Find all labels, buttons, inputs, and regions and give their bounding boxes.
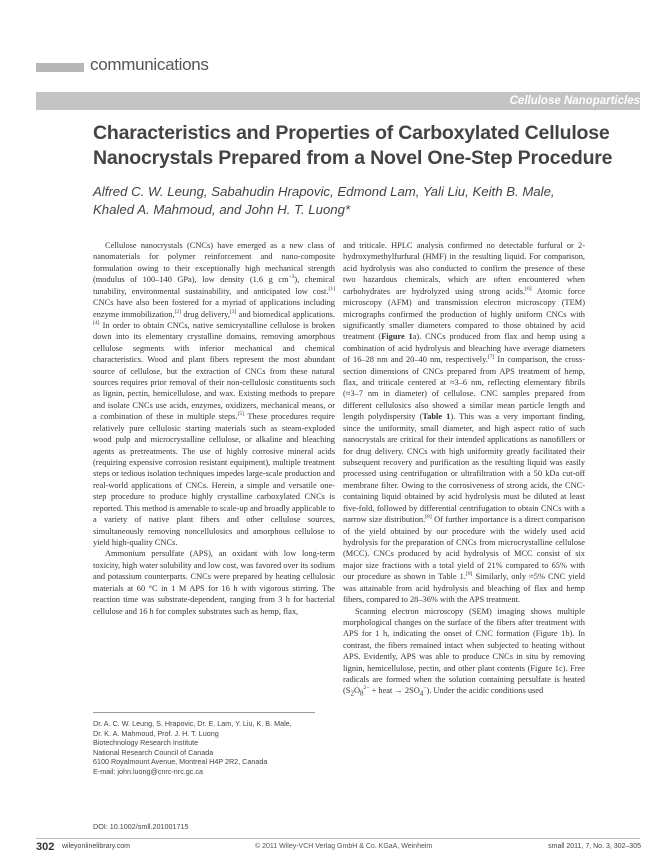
citation[interactable]: [3] bbox=[229, 308, 237, 315]
body-column-right bbox=[343, 240, 585, 701]
doi[interactable]: DOI: 10.1002/smll.201001715 bbox=[93, 822, 189, 831]
citation[interactable]: [1] bbox=[328, 285, 335, 292]
citation[interactable]: [9] bbox=[465, 571, 473, 578]
affiliation-divider bbox=[93, 712, 315, 713]
citation[interactable]: [4] bbox=[93, 320, 100, 327]
paragraph: Cellulose nanocrystals (CNCs) have emerged as a new class of nanomaterials for polymer reinforcement and nano-composite formulation owing to their exceptionally high mechanical strength (modulus of 100–140 GPa), low density (1.6 g $cm^{-3}$), chemical tunability, environmental sustainability, and anticipated low cost.[1] CNCs have also been fostered for a myriad of applications including enzyme immobilization,[2] drug delivery,[3] and biomedical applications.[4] In order to obtain CNCs, native semicrystalline cellulose is broken down into its elementary crystalline domains, removing amorphous cellulose segments with inferior mechanical and chemical characteristics. Wood and plant fibers represent the most abundant source of cellulose, but the extraction of CNCs from these natural sources requires prior removal of their non-cellulosic constituents such as lignin, pectin, hemicellulose, and wax. Existing methods to prepare and isolate CNCs use acids, enzymes, oxidizers, mechanical means, or a combination of these in multiple steps.[5] These procedures require relatively pure cellulosic starting materials such as steam-exploded wood pulp and microcrystalline cellulose, or alkaline and bleaching agents as pretreatments. The use of highly corrosive mineral acids (requiring expensive corrosion resistant equipment), multiple treatment steps or tedious isolation techniques impedes large-scale production and real-world applications of CNCs. Herein, a simple and versatile one-step procedure to produce highly crystalline carboxylated CNCs is reported. This method is amenable to scale-up and broadly applicable to a variety of native plant fibers and other cellulose sources, simultaneously removing noncellulosics and amorphous cellulose to yield high-quality CNCs. bbox=[93, 241, 336, 547]
author-email[interactable]: E-mail: john.luong@cnrc-nrc.gc.ca bbox=[93, 766, 203, 776]
citation[interactable]: [2] bbox=[174, 308, 182, 315]
paragraph: and triticale. HPLC analysis confirmed no detectable furfural or 2-hydroxymethylfurfural (HMF) in the resulting liquid. For comparison, acid hydrolysis was also conducted to confirm the presence of these two hazardous chemicals, which are often encountered when carbohydrates are hydrolyzed using strong acids.[6] Atomic force microscopy (AFM) and transmission electron microscopy (TEM) micrographs confirmed the production of highly uniform CNCs with significantly smaller diameters compared to those obtained by acid treatment (Figure 1a). CNCs produced from flax and hemp using a combination of acid hydrolysis and bleaching have average diameters of 16–28 nm and 20–40 nm, respectively.[7] In comparison, the cross-section dimensions of CNCs prepared from APS treatment of hemp, flax, and triticale centered at ≈3–6 nm, reflecting elementary fibrils (≈3–7 nm in diameter) of cellulose. CNC samples prepared from different cellulosics also showed a similar mean particle length and length polydispersity (Table 1). This was a very important finding, since the uniformity, small diameter, and high aspect ratio of such nanocrystals are critical for their intended applications as nanofillers or for drug delivery. CNCs with high uniformity greatly facilitated their subsequent recovery and purification as the resulting liquid was easily processed using centrifugation or ultrafiltration with a 50 kDa cut-off membrane filter. Owing to the corrosiveness of strong acids, the CNC-containing liquid obtained by acid hydrolysis must be diluted at least five-fold, followed by differential centrifugation to obtain CNCs with a narrow size distribution.[8] Of further importance is a direct comparison of the yield obtained by our procedure with the widely used acid hydrolysis for the preparation of CNCs from microcrystalline cellulose (MCC). CNCs produced by acid hydrolysis of MCC consist of six major size fractions with a total yield of 21% compared to 65% with our procedure as shown in Table 1.[9] Similarly, only ≈5% CNC yield was attainable from acid hydrolysis and bleaching of flax and hemp fibers, compared to 28–36% with the APS treatment. bbox=[343, 241, 585, 605]
journal-citation: small 2011, 7, No. 3, 302–305 bbox=[548, 843, 641, 850]
section-label: communications bbox=[90, 55, 209, 74]
citation[interactable]: [5] bbox=[237, 411, 244, 418]
citation[interactable]: [7] bbox=[487, 354, 495, 361]
paragraph: Scanning electron microscopy (SEM) imaging shows multiple morphological changes on the surface of the fibers after treatment with APS for 1 h, indicating the onset of CNC formation (Figure 1b). In contrast, the fibers remained intact when subjected to heating without APS. Evidently, APS was able to produce CNCs in situ by removing lignin, hemicellulose, pectin, and other plant contents (Figure 1c). Free radicals are formed when the solution containing persulfate is heated ($S_2O_8^{2-}$ + heat → $2SO_4^-$). Under the acidic conditions used bbox=[343, 606, 585, 699]
citation[interactable]: [6] bbox=[525, 285, 532, 292]
affiliation-block: Dr. A. C. W. Leung, S. Hrapovic, Dr. E. Lam, Y. Liu, K. B. Male, Dr. K. A. Mahmoud, Prof. J. H. T. Luong Biotechnology Research Institute National Research Council of Canada 6100 Royalmount Avenue, Montreal H4P 2R2, Canada E-mail: john.luong@cnrc-nrc.gc.ca bbox=[93, 719, 333, 777]
paragraph: Ammonium persulfate (APS), an oxidant with low long-term toxicity, high water solubility and low cost, was favored over its sodium and potassium counterparts. CNCs were prepared by heating cellulosic materials at 60 °C in 1 M APS for 16 h with vigorous stirring. The reaction time was substrate-dependent, ranging from 3 h for bacterial cellulose and 16 h for complex substrates such as hemp, flax, bbox=[93, 549, 335, 616]
figure-ref[interactable]: Figure 1 bbox=[381, 332, 413, 342]
title-line-1: Characteristics and Properties of Carboxylated Cellulose bbox=[93, 122, 610, 144]
category-label: Cellulose Nanoparticles bbox=[509, 95, 640, 107]
title-line-2: Nanocrystals Prepared from a Novel One-Step Procedure bbox=[93, 147, 613, 169]
footer-divider bbox=[36, 838, 640, 839]
article-title bbox=[93, 121, 633, 171]
body-column-left bbox=[93, 240, 335, 617]
header-accent-bar bbox=[36, 63, 84, 72]
authors-line-2: Khaled A. Mahmoud, and John H. T. Luong* bbox=[93, 202, 351, 217]
author-list bbox=[93, 183, 633, 219]
authors-line-1: Alfred C. W. Leung, Sabahudin Hrapovic, Edmond Lam, Yali Liu, Keith B. Male, bbox=[93, 184, 555, 199]
website-link[interactable]: wileyonlinelibrary.com bbox=[62, 843, 130, 850]
table-ref[interactable]: Table 1 bbox=[422, 412, 451, 422]
copyright-notice: © 2011 Wiley-VCH Verlag GmbH & Co. KGaA, Weinheim bbox=[255, 843, 433, 850]
page-number: 302 bbox=[36, 841, 55, 853]
citation[interactable]: [8] bbox=[425, 514, 432, 521]
